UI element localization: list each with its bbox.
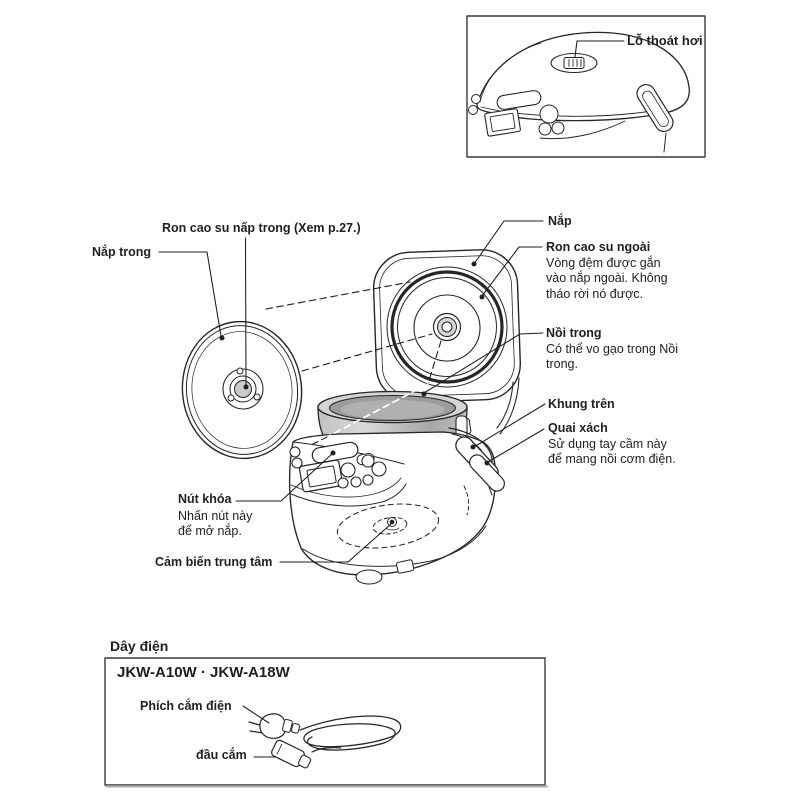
label-outer-gasket-title: Ron cao su ngoài	[546, 240, 651, 254]
label-inner-lid-gasket: Ron cao su nấp trong (Xem p.27.)	[162, 221, 361, 235]
label-power-plug: Phích cắm điện	[140, 699, 232, 713]
desc-line: trong.	[546, 357, 578, 372]
desc-line: để mang nồi cơm điện.	[548, 452, 676, 467]
cord-section-heading: Dây điện	[110, 638, 169, 654]
label-upper-frame: Khung trên	[548, 397, 615, 411]
label-carry-handle-title: Quai xách	[548, 421, 608, 435]
desc-line: vào nắp ngoài. Không	[546, 271, 668, 286]
desc-line: Có thể vo gạo trong Nồi	[546, 342, 679, 356]
label-lock-button-desc	[178, 509, 252, 540]
desc-line: để mở nắp.	[178, 524, 242, 539]
inner-lid-art	[176, 316, 309, 465]
label-center-sensor: Cảm biến trung tâm	[155, 555, 273, 569]
label-inner-lid: Nắp trong	[92, 245, 152, 259]
desc-line: Sử dụng tay cầm này	[548, 437, 667, 451]
label-connector: đầu cắm	[196, 748, 247, 762]
model-numbers: JKW-A10W · JKW-A18W	[117, 664, 290, 681]
label-lid: Nắp	[548, 214, 572, 228]
label-lock-button-title: Nút khóa	[178, 492, 232, 506]
label-steam-vent: Lỗ thoát hơi	[627, 33, 703, 48]
desc-line: Nhấn nút này	[178, 509, 253, 523]
desc-line: Vòng đệm được gắn	[546, 256, 661, 270]
label-outer-gasket-desc	[546, 256, 668, 302]
label-inner-pot-title: Nồi trong	[546, 326, 602, 340]
label-carry-handle-desc	[548, 437, 676, 468]
label-inner-pot-desc	[546, 342, 678, 373]
desc-line: tháo rời nó được.	[546, 286, 644, 301]
